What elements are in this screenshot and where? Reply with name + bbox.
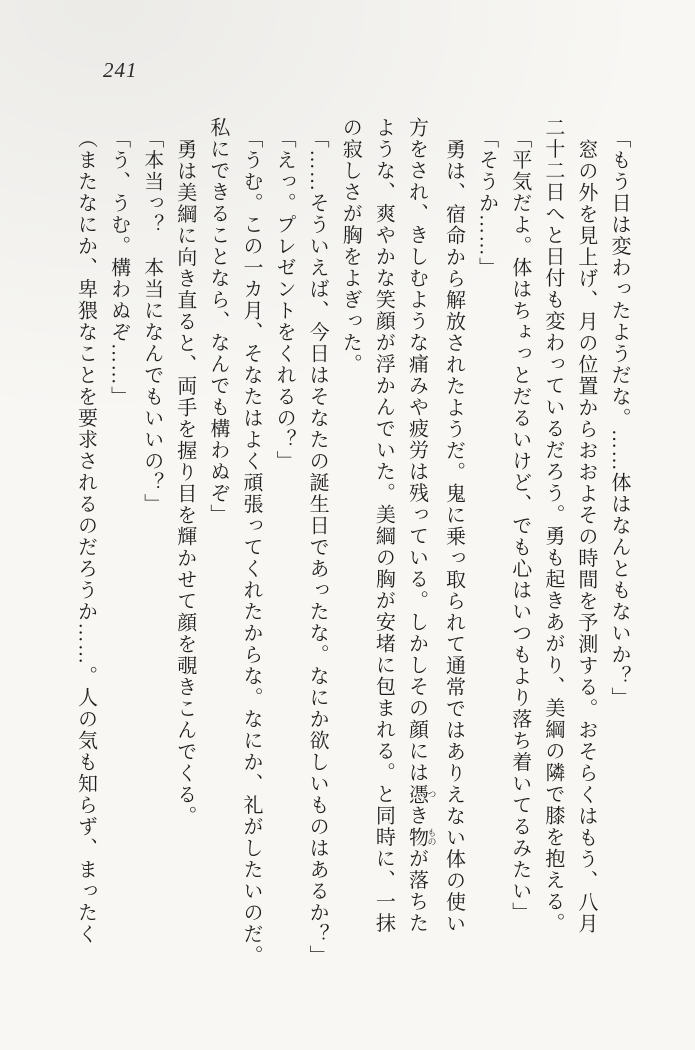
furigana-annotated-word: 憑 つ — [405, 783, 437, 805]
text-column-4: 「平気だよ。体はちょっとだるいけど、でも心はいつもより落ち着いてるみたい」 — [508, 127, 531, 924]
text-column-13: 私にできることなら、なんでも構わぬぞ」 — [206, 117, 229, 526]
text-column-15: 「本当っ？ 本当になんでもいいの？」 — [140, 127, 163, 515]
text-column-14: 勇は美綱に向き直ると、両手を握り目を輝かせて顔を覗きこんでくる。 — [173, 138, 196, 827]
text-column-11: 「えっ。プレゼントをくれるの？」 — [273, 127, 296, 472]
text-column-7: 方をされ、きしむような痛みや疲労は残っている。しかしその顔には憑 つき物 ものが落ちた — [405, 117, 437, 934]
text-column-1: 「もう日は変わったようだな。……体はなんともないか？」 — [608, 127, 630, 709]
text-column-5: 「そうか……」 — [475, 127, 498, 279]
text-column-12: 「うむ。この一カ月、そなたはよく頑張ってくれたからな。なにか、礼がしたいのだ。 — [239, 127, 262, 967]
text-column-2: 窓の外を見上げ、月の位置からおおよその時間を予測する。おそらくはもう、八月 — [574, 138, 597, 934]
text-column-9: の寂しさが胸をよぎった。 — [339, 117, 362, 375]
text-column-6: 勇は、宿命から解放されたようだ。鬼に乗っ取られて通常ではありえない体の使い — [442, 138, 465, 934]
text-column-10: 「……そういえば、今日はそなたの誕生日であったな。なにか欲しいものはあるか？」 — [306, 127, 329, 967]
text-column-16: 「う、うむ。構わぬぞ……」 — [107, 127, 130, 408]
text-column-17: （またなにか、卑猥なことを要求されるのだろうか……。人の気も知らず、まったく — [74, 127, 97, 945]
text-column-8: ような、爽やかな笑顔が浮かんでいた。美綱の胸が安堵に包まれる。と同時に、一抹 — [372, 117, 395, 934]
text-column-3: 二十二日へと日付も変わっているだろう。勇も起きあがり、美綱の隣で膝を抱える。 — [541, 117, 564, 934]
page-number: 241 — [103, 58, 138, 82]
text-block — [72, 117, 635, 1007]
furigana-annotated-word: 物 もの — [405, 826, 437, 848]
